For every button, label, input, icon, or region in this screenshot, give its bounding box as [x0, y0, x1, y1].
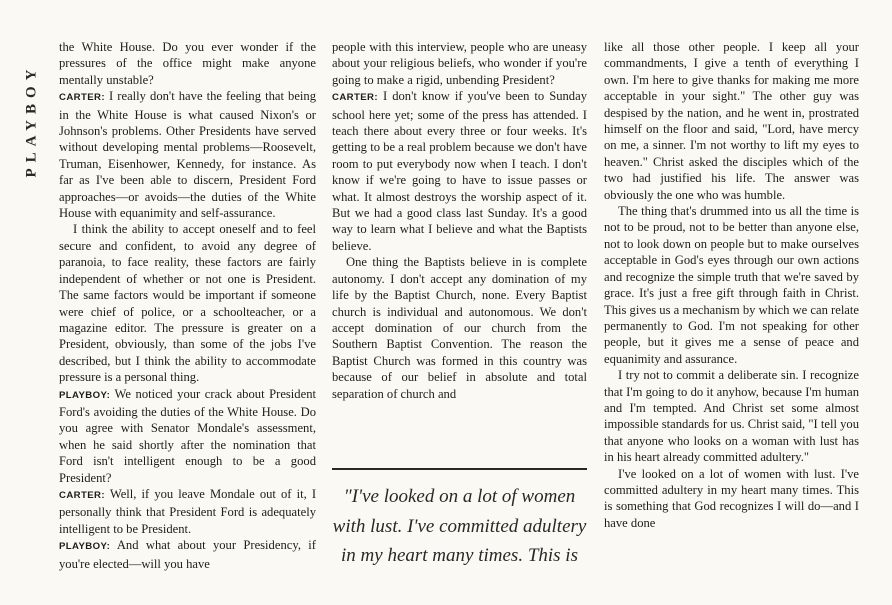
pull-quote-rule	[332, 468, 587, 470]
paragraph-text: Well, if you leave Mondale out of it, I personally think that President Ford is adequately intelligent to be President.	[59, 486, 317, 536]
paragraph	[59, 386, 316, 486]
text-column-1	[59, 39, 316, 572]
paragraph-text: people with this interview, people who are uneasy about your religious beliefs, who wonder if you're going to make a rigid, unbending President?	[332, 40, 587, 87]
speaker-label: PLAYBOY:	[59, 389, 111, 401]
paragraph-text: I really don't have the feeling that being in the White House is what caused Nixon's or Johnson's problems. Other Presidents have served without developing mental problems—Roosevelt, Truman, Eisenhower, Kennedy, for instance. As far as I've been able to discern, President Ford approaches—or avoids—the duties of the White House with equanimity and self-assurance.	[59, 89, 317, 221]
speaker-label: CARTER:	[59, 92, 105, 104]
text-column-2	[332, 39, 587, 402]
paragraph	[604, 367, 859, 465]
speaker-label: PLAYBOY:	[59, 541, 111, 553]
paragraph	[59, 486, 316, 537]
sidebar-logo	[18, 40, 46, 200]
paragraph	[59, 88, 316, 221]
paragraph-text: I've looked on a lot of women with lust. I've committed adultery in my heart many times. This is something that God recognizes I will do—and I have done	[604, 466, 859, 530]
paragraph-text: The thing that's drummed into us all the time is not to be proud, not to be better than anyone else, not to look down on people but to make ourselves acceptable in God's eyes through our own actions and recognize the simple truth that we're saved by grace. It's just a free gift through faith in Christ. This gives us a mechanism by which we can relate permanently to God. I'm not speaking for other people, but it gives me a sense of peace and equanimity and assurance.	[604, 204, 859, 366]
paragraph-text: I don't know if you've been to Sunday school here yet; some of the press has attended. I teach there about every three or four weeks. It's getting to be a real problem because we don't have room to put everybody now when I teach. I don't know if we're going to have to issue passes or what. It almost destroys the worship aspect of it. But we had a good class last Sunday. It's a good way to learn what I believe and what the Baptists believe.	[332, 89, 587, 253]
paragraph	[59, 537, 316, 572]
paragraph-text: And what about your Presidency, if you're elected—will you have	[59, 538, 316, 571]
pull-quote: "I've looked on a lot of women with lust. I've committed adultery in my heart many times. This is	[332, 486, 587, 566]
paragraph-text: I think the ability to accept oneself and to feel secure and confident, to avoid any degree of paranoia, to face reality, these factors are fairly independent of whether or not one is President. The same factors would be important if someone were chief of police, or a schoolteacher, or a magazine editor. The pressure is greater on a President, obviously, than some of the jobs I've described, but I think the ability to accommodate pressure is a personal thing.	[59, 222, 316, 385]
paragraph	[59, 221, 316, 385]
text-column-3	[604, 39, 859, 531]
magazine-name: PLAYBOY	[23, 63, 40, 177]
paragraph	[332, 39, 587, 88]
paragraph	[332, 254, 587, 402]
paragraph	[604, 466, 859, 532]
paragraph-text: like all those other people. I keep all your commandments, I give a tenth of everything I own. I'm here to give thanks for making me more acceptable in your sight." The other guy was despised by the nation, and he went in, prostrated himself on the floor and said, "Lord, have mercy on me, a sinner. I'm not worthy to lift my eyes to heaven." Christ asked the disciples which of the two had justified his life. The answer was obviously the one who was humble.	[604, 40, 859, 202]
paragraph-text: the White House. Do you ever wonder if the pressures of the office might make anyone mentally unstable?	[59, 40, 316, 87]
paragraph-text: I try not to commit a deliberate sin. I recognize that I'm going to do it anyhow, because I'm human and I'm tempted. And Christ set some almost impossible standards for us. Christ said, "I tell you that anyone who looks on a woman with lust has in his heart already committed adultery."	[604, 368, 859, 465]
paragraph-text: We noticed your crack about President Ford's avoiding the duties of the White House. Do you agree with Senator Mondale's assessment, when he said shortly after the nomination that Ford isn't intelligent enough to be a good President?	[59, 386, 316, 485]
paragraph-text: One thing the Baptists believe in is complete autonomy. I don't accept any domination of my life by the Baptist Church, none. Every Baptist church is individual and autonomous. We don't accept domination of our church from the Southern Baptist Convention. The reason the Baptist Church was formed in this country was because of our belief in absolute and total separation of church and	[332, 255, 587, 401]
paragraph	[332, 88, 587, 254]
speaker-label: CARTER:	[332, 92, 378, 104]
paragraph	[604, 203, 859, 367]
speaker-label: CARTER:	[59, 489, 105, 501]
paragraph	[59, 39, 316, 88]
paragraph	[604, 39, 859, 203]
